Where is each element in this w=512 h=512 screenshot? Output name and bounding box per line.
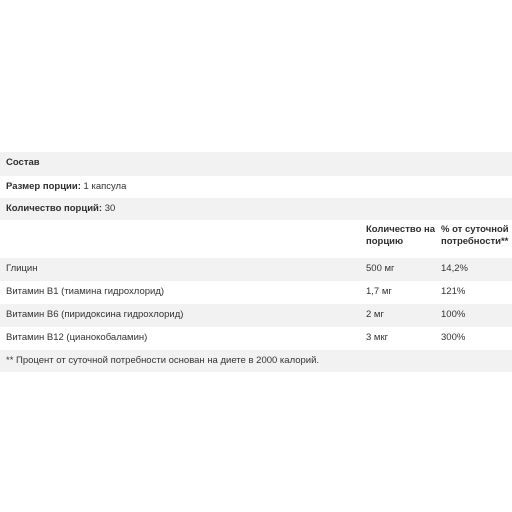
servings-count <box>6 203 115 215</box>
serving-size-label: Размер порции: <box>6 181 81 192</box>
daily-value-column-header: % от суточной потребности** <box>441 224 509 247</box>
table-row <box>0 281 512 304</box>
servings-count-value: 30 <box>104 203 116 214</box>
ingredient-name: Витамин B12 (цианокобаламин) <box>6 332 148 343</box>
ingredient-daily-value: 100% <box>441 309 466 320</box>
table-row <box>0 327 512 350</box>
serving-size-value: 1 капсула <box>83 181 127 192</box>
table-title-row <box>0 152 512 176</box>
column-header-row <box>0 220 512 258</box>
ingredient-amount: 2 мг <box>366 309 384 320</box>
serving-size <box>6 181 126 193</box>
ingredient-name: Витамин B6 (пиридоксина гидрохлорид) <box>6 309 184 320</box>
servings-count-row <box>0 198 512 220</box>
serving-size-row <box>0 176 512 198</box>
ingredient-amount: 1,7 мг <box>366 286 392 297</box>
footnote-row <box>0 350 512 372</box>
ingredient-daily-value: 300% <box>441 332 466 343</box>
supplement-facts-table <box>0 152 512 372</box>
servings-count-label: Количество порций: <box>6 203 103 214</box>
ingredient-amount: 3 мкг <box>366 332 389 343</box>
table-title: Состав <box>6 157 40 168</box>
ingredient-daily-value: 121% <box>441 286 466 297</box>
footnote: ** Процент от суточной потребности основан на диете в 2000 калорий. <box>6 355 320 366</box>
table-row <box>0 258 512 281</box>
ingredient-name: Витамин B1 (тиамина гидрохлорид) <box>6 286 165 297</box>
ingredient-name: Глицин <box>6 263 38 274</box>
table-row <box>0 304 512 327</box>
ingredient-daily-value: 14,2% <box>441 263 468 274</box>
amount-column-header: Количество на порцию <box>366 224 436 247</box>
ingredient-amount: 500 мг <box>366 263 395 274</box>
